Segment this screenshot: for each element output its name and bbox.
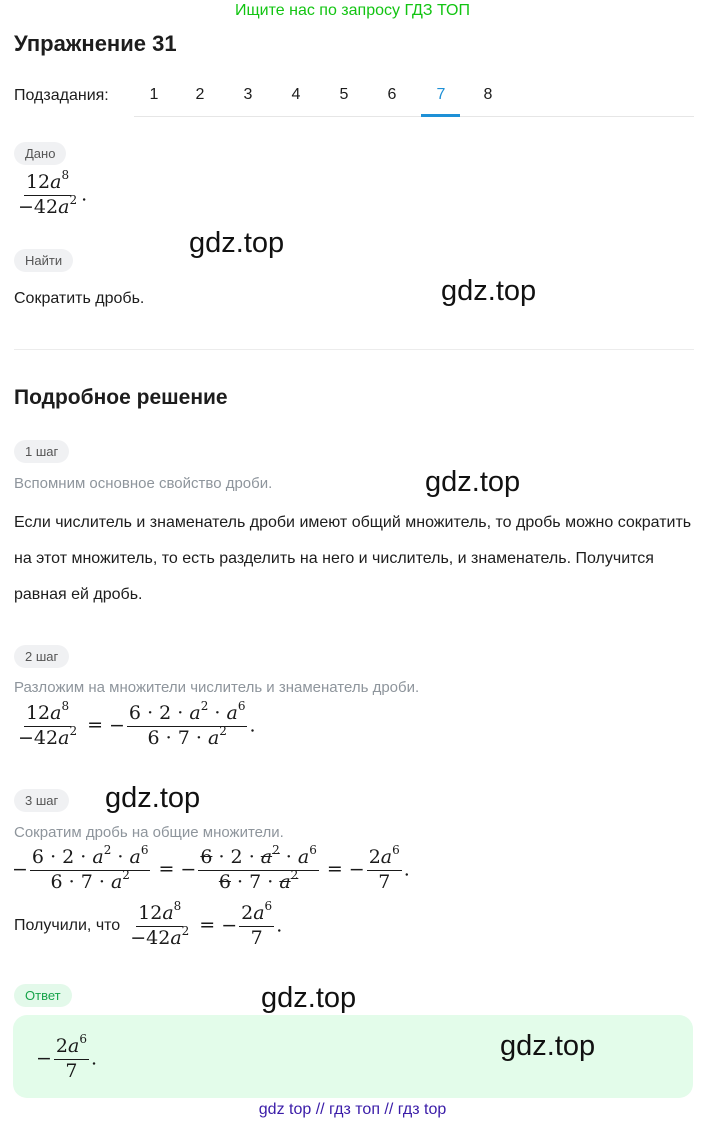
subtasks-tabs: [134, 78, 694, 117]
step-3-equation: − $\frac{6 \cdot 2 \cdot a^2 \cdot a^6}{6 \cdot 7 \cdot a^2}$ = − $\frac{6 \cdot 2 \cdot a^2 \cdot a^6}{6 \cdot 7 \cdot a^2}$ = − $\frac{2a^6}{7}$ .: [12, 842, 410, 893]
step-3-result-prefix: Получили, что: [14, 917, 121, 935]
step-2-pill: 2 шаг: [14, 645, 69, 668]
footer-links[interactable]: gdz top // гдз топ // гдз top: [258, 1101, 447, 1118]
subtask-tab-4[interactable]: 4: [291, 86, 301, 103]
active-tab-indicator: [421, 114, 460, 117]
given-fraction: $\frac{12a^8}{-42a^2}$ .: [18, 167, 88, 218]
subtask-tab-3[interactable]: 3: [243, 86, 253, 103]
step-2-hint: Разложим на множители числитель и знаменатель дроби.: [14, 679, 420, 696]
subtasks-label: Подзадания:: [14, 87, 109, 104]
given-pill: Дано: [14, 142, 66, 165]
answer-pill: Ответ: [14, 984, 72, 1007]
watermark: gdz.top: [261, 982, 357, 1014]
step-2-equation: $\frac{12a^8}{-42a^2}$ = − $\frac{6 \cdot 2 \cdot a^2 \cdot a^6}{6 \cdot 7 \cdot a^2}$ .: [18, 698, 256, 749]
step-1-text: Если числитель и знаменатель дроби имеют общий множитель, то дробь можно сократить на этот множитель, то есть разделить на него и числитель, и знаменатель. Получится равная ей дробь.: [14, 514, 692, 603]
subtask-tab-6[interactable]: 6: [387, 86, 397, 103]
find-pill: Найти: [14, 249, 73, 272]
answer-fraction: − $\frac{2a^6}{7}$ .: [36, 1031, 98, 1082]
find-text: Сократить дробь.: [14, 290, 145, 307]
watermark: gdz.top: [189, 227, 285, 259]
watermark: gdz.top: [500, 1030, 596, 1062]
step-3-hint: Сократим дробь на общие множители.: [14, 824, 284, 841]
watermark: gdz.top: [105, 782, 201, 814]
solution-title: Подробное решение: [14, 386, 228, 409]
subtask-tab-2[interactable]: 2: [195, 86, 205, 103]
watermark: gdz.top: [441, 275, 537, 307]
divider: [14, 349, 694, 350]
step-1-hint: Вспомним основное свойство дроби.: [14, 475, 273, 492]
subtask-tab-1[interactable]: 1: [149, 86, 159, 103]
subtask-tab-8[interactable]: 8: [483, 86, 493, 103]
page-title: Упражнение 31: [14, 31, 177, 56]
subtask-tab-5[interactable]: 5: [339, 86, 349, 103]
watermark: gdz.top: [425, 466, 521, 498]
step-1-pill: 1 шаг: [14, 440, 69, 463]
step-3-pill: 3 шаг: [14, 789, 69, 812]
top-banner: Ищите нас по запросу ГДЗ ТОП: [235, 2, 470, 19]
subtask-tab-7[interactable]: 7: [436, 86, 446, 103]
step-3-result: Получили, что $\frac{12a^8}{-42a^2}$ = − $\frac{2a^6}{7}$ .: [14, 898, 283, 949]
